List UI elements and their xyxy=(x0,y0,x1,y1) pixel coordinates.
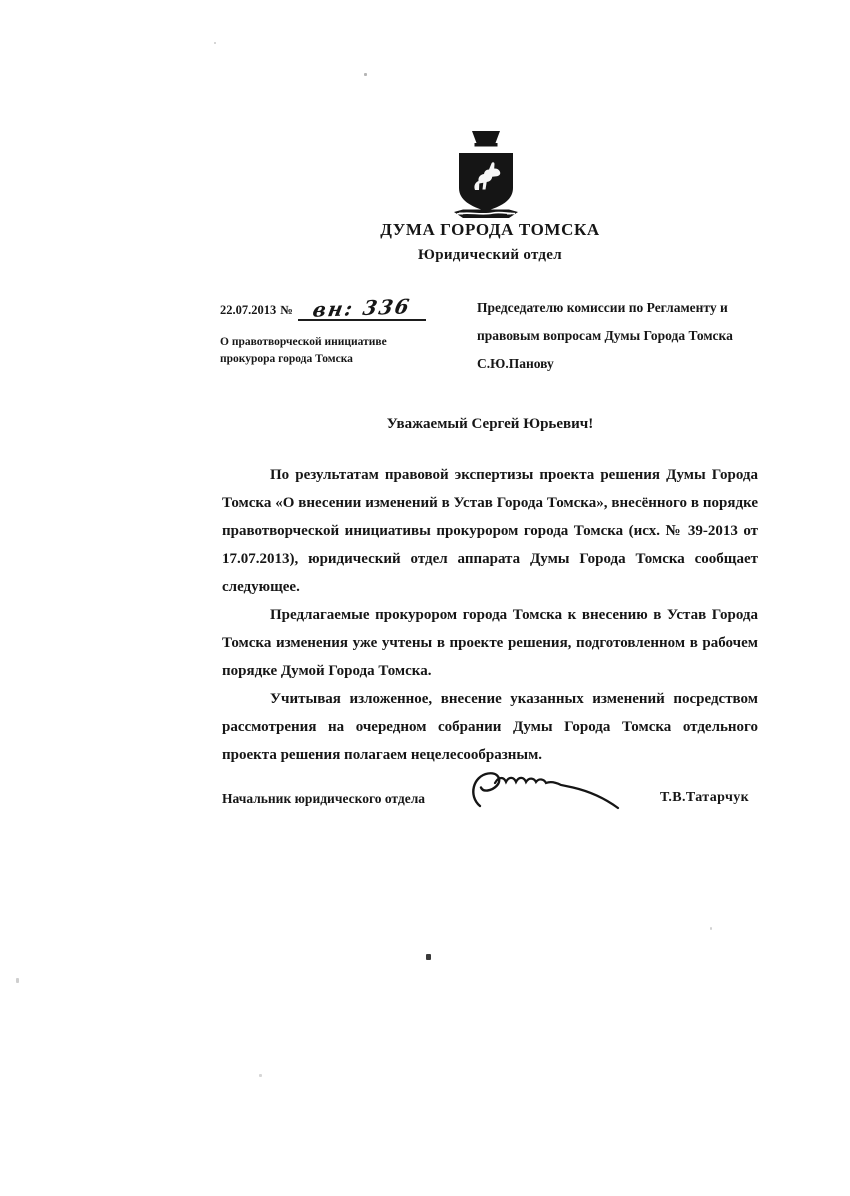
scan-noise-speck xyxy=(16,978,19,983)
ribbon-icon xyxy=(454,210,518,219)
org-name: ДУМА ГОРОДА ТОМСКА xyxy=(380,220,600,239)
letter-paragraph-1: По результатам правовой экспертизы проекта решения Думы Города Томска «О внесении изменений в Устав Города Томска», внесённого в порядке правотворческой инициативы прокурором города Томска (исх. № 39-2013 от 17.07.2013), юридический отдел аппарата Думы Города Томска сообщает следующее. xyxy=(222,467,758,595)
ref-number-sign: № xyxy=(280,303,293,317)
scan-noise-speck xyxy=(214,42,216,44)
signer-title: Начальник юридического отдела xyxy=(222,791,426,806)
ref-date: 22.07.2013 xyxy=(220,303,277,317)
tomsk-coat-of-arms-icon xyxy=(451,128,521,222)
addressee-line-3: С.Ю.Панову xyxy=(477,356,554,371)
letter-paragraph-3: Учитывая изложенное, внесение указанных изменений посредством рассмотрения на очередном собрании Думы Города Томска отдельного проекта решения полагаем нецелесообразным. xyxy=(222,691,758,763)
subject-line-1: О правотворческой инициативе xyxy=(220,336,387,348)
subject-note xyxy=(220,334,430,368)
addressee-line-2: правовым вопросам Думы Города Томска xyxy=(477,328,733,343)
crown-icon xyxy=(472,131,500,147)
addressee-line-1: Председателю комиссии по Регламенту и xyxy=(477,300,728,315)
handwritten-number: вн: 336 xyxy=(310,294,413,322)
addressee-block xyxy=(477,294,772,378)
scan-noise-speck xyxy=(710,927,712,930)
handwritten-signature xyxy=(468,768,653,813)
salutation: Уважаемый Сергей Юрьевич! xyxy=(386,416,594,432)
signer-name: Т.В.Татарчук xyxy=(660,790,750,805)
ref-number-underline xyxy=(298,294,426,322)
letter-paragraph-2: Предлагаемые прокурором города Томска к внесению в Устав Города Томска изменения уже учтены в проекте решения, подготовленном в рабочем порядке Думой Города Томска. xyxy=(222,607,758,679)
scan-noise-speck xyxy=(259,1074,262,1077)
scan-noise-speck xyxy=(426,954,431,960)
letter-body xyxy=(222,461,758,769)
subject-line-2: прокурора города Томска xyxy=(220,353,353,365)
scan-noise-speck xyxy=(364,73,367,76)
outgoing-ref-line xyxy=(220,294,426,322)
department-name: Юридический отдел xyxy=(418,247,562,263)
